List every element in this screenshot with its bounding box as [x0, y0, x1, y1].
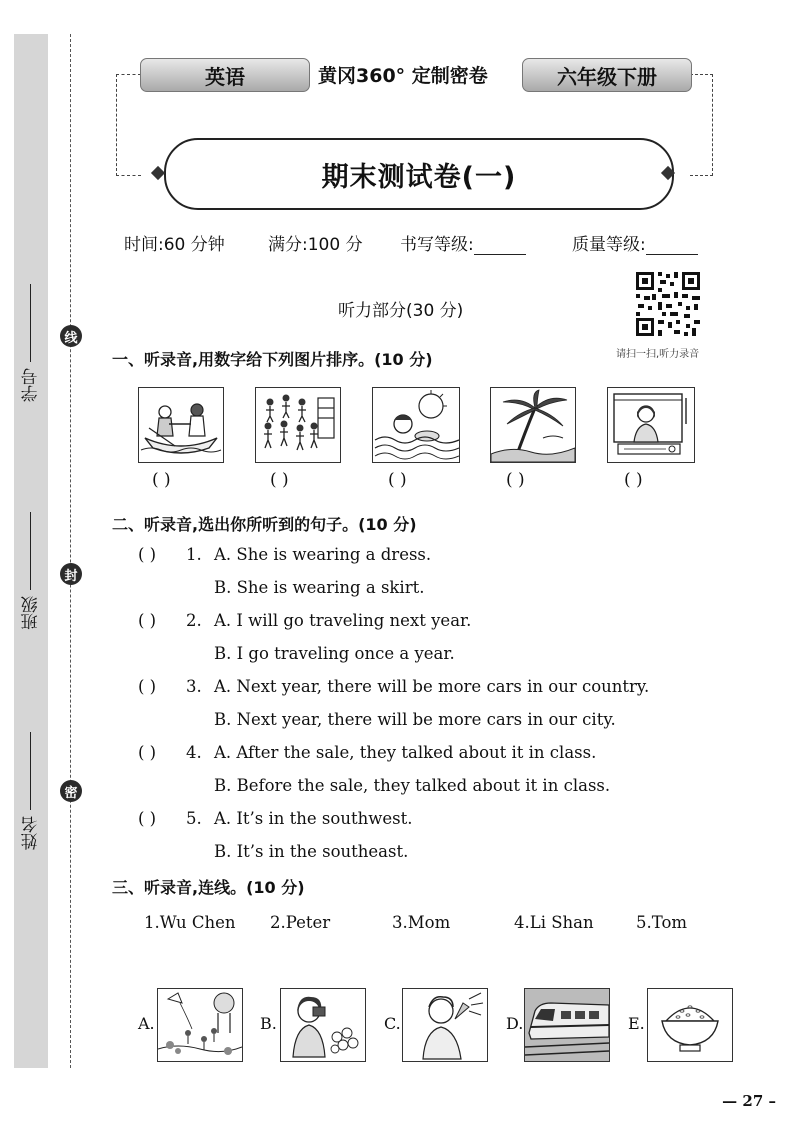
header-frame-right — [690, 74, 713, 176]
grade-pill: 六年级下册 — [522, 58, 692, 92]
seal-secret-mark: 密 — [60, 780, 82, 802]
match-option-d-label: D. — [506, 1014, 524, 1033]
subject-pill: 英语 — [140, 58, 310, 92]
part1-heading: 一、听录音,用数字给下列图片排序。(10 分) — [112, 350, 433, 369]
part1-answer-blank-4[interactable]: ( ) — [506, 470, 525, 490]
q4-number: 4. — [186, 743, 202, 762]
header-frame-left — [116, 74, 141, 176]
q1-option-b: B. She is wearing a skirt. — [214, 578, 425, 597]
q5-answer-blank[interactable]: ( ) — [138, 809, 157, 828]
name-label: 姓名 — [21, 816, 42, 850]
exam-title: 期末测试卷(一) — [321, 161, 517, 193]
train-image[interactable] — [524, 988, 610, 1062]
quality-grade-field[interactable] — [572, 230, 698, 255]
match-option-a-label: A. — [138, 1014, 155, 1033]
q5-number: 5. — [186, 809, 202, 828]
seal-line-mark: 线 — [60, 325, 82, 347]
class-label: 班级 — [21, 596, 42, 630]
page-number: — 27 – — [722, 1092, 776, 1110]
qr-code-icon[interactable] — [634, 270, 702, 338]
brand-title: 黄冈360° 定制密卷 — [318, 64, 488, 87]
q2-number: 2. — [186, 611, 202, 630]
match-name-5[interactable]: 5.Tom — [636, 913, 688, 932]
quality-grade-label: 质量等级: — [572, 235, 646, 255]
part1-answer-blank-2[interactable]: ( ) — [270, 470, 289, 490]
part1-answer-blank-1[interactable]: ( ) — [152, 470, 171, 490]
writing-grade-label: 书写等级: — [400, 235, 474, 255]
match-name-1[interactable]: 1.Wu Chen — [144, 913, 236, 932]
writing-grade-field[interactable] — [400, 230, 526, 255]
match-name-4[interactable]: 4.Li Shan — [514, 913, 594, 932]
match-option-e-label: E. — [628, 1014, 645, 1033]
rice-bowl-image[interactable] — [647, 988, 733, 1062]
q3-answer-blank[interactable]: ( ) — [138, 677, 157, 696]
q1-number: 1. — [186, 545, 202, 564]
bus-driver-scene-image — [607, 387, 695, 463]
exam-title-banner — [164, 138, 674, 210]
palm-tree-scene-image — [490, 387, 576, 463]
q3-option-b: B. Next year, there will be more cars in our city. — [214, 710, 616, 729]
score-info: 满分:100 分 — [268, 235, 363, 255]
boy-icecream-image[interactable] — [402, 988, 488, 1062]
boat-scene-image — [138, 387, 224, 463]
woman-camera-image[interactable] — [280, 988, 366, 1062]
name-field[interactable] — [14, 680, 48, 850]
part2-heading: 二、听录音,选出你所听到的句子。(10 分) — [112, 515, 417, 534]
part1-answer-blank-5[interactable]: ( ) — [624, 470, 643, 490]
match-name-3[interactable]: 3.Mom — [392, 913, 451, 932]
cut-line — [70, 34, 71, 1068]
q2-answer-blank[interactable]: ( ) — [138, 611, 157, 630]
student-id-field[interactable] — [14, 232, 48, 402]
q2-option-b: B. I go traveling once a year. — [214, 644, 455, 663]
q3-number: 3. — [186, 677, 202, 696]
time-info: 时间:60 分钟 — [124, 235, 225, 255]
q5-option-b: B. It’s in the southeast. — [214, 842, 409, 861]
match-name-2[interactable]: 2.Peter — [270, 913, 331, 932]
swimming-scene-image — [372, 387, 460, 463]
qr-caption: 请扫一扫,听力录音 — [616, 349, 700, 360]
q4-answer-blank[interactable]: ( ) — [138, 743, 157, 762]
student-id-label: 学号 — [21, 368, 42, 402]
part1-answer-blank-3[interactable]: ( ) — [388, 470, 407, 490]
kids-playing-scene-image — [255, 387, 341, 463]
q5-option-a: A. It’s in the southwest. — [214, 809, 413, 828]
part3-heading: 三、听录音,连线。(10 分) — [112, 878, 305, 897]
banner-diamond-left — [151, 166, 165, 180]
listening-heading: 听力部分(30 分) — [338, 301, 464, 321]
q2-option-a: A. I will go traveling next year. — [214, 611, 472, 630]
class-field[interactable] — [14, 460, 48, 630]
seal-seal-mark: 封 — [60, 563, 82, 585]
q3-option-a: A. Next year, there will be more cars in our country. — [214, 677, 650, 696]
match-option-b-label: B. — [260, 1014, 277, 1033]
q4-option-a: A. After the sale, they talked about it in class. — [214, 743, 597, 762]
q1-answer-blank[interactable]: ( ) — [138, 545, 157, 564]
park-scene-image[interactable] — [157, 988, 243, 1062]
q1-option-a: A. She is wearing a dress. — [214, 545, 432, 564]
match-option-c-label: C. — [384, 1014, 401, 1033]
q4-option-b: B. Before the sale, they talked about it in class. — [214, 776, 611, 795]
